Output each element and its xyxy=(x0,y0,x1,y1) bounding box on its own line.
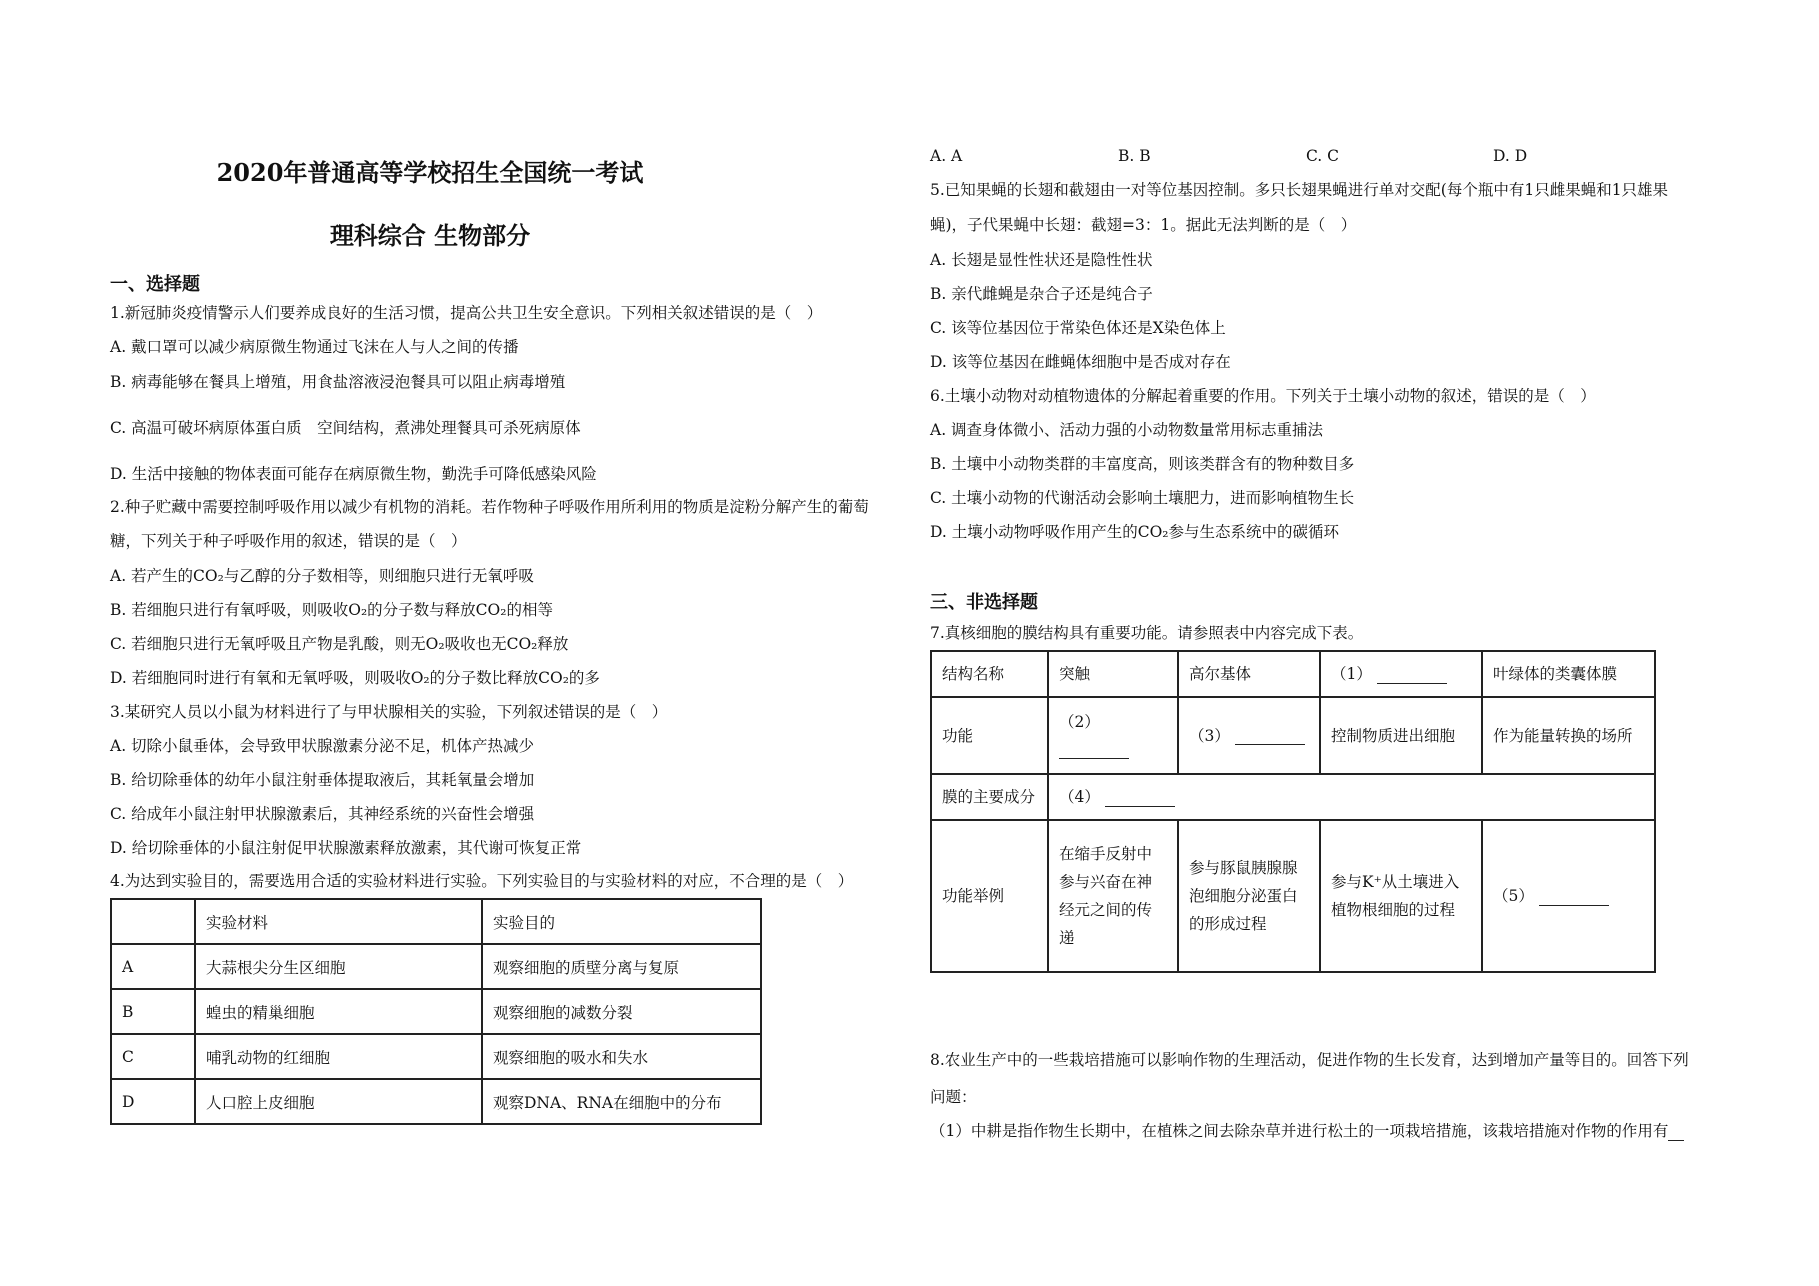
question-8-part-1 xyxy=(930,1121,1684,1141)
exam-title: 2020年普通高等学校招生全国统一考试 xyxy=(216,158,644,187)
table-cell: 观察细胞的质壁分离与复原 xyxy=(482,944,761,989)
table-cell: 功能举例 xyxy=(931,820,1048,972)
table-cell: 结构名称 xyxy=(931,651,1048,697)
answer-blank-3[interactable] xyxy=(1235,728,1305,745)
exam-subtitle: 理科综合 生物部分 xyxy=(329,221,531,250)
table-row xyxy=(931,774,1655,820)
question-8-stem-line2: 问题： xyxy=(930,1088,977,1106)
table-cell: 在缩手反射中参与兴奋在神经元之间的传递 xyxy=(1048,820,1178,972)
question-4-option-b: B. B xyxy=(1118,147,1151,165)
question-1-option-d: D. 生活中接触的物体表面可能存在病原微生物，勤洗手可降低感染风险 xyxy=(110,465,597,483)
table-cell: 观察细胞的减数分裂 xyxy=(482,989,761,1034)
answer-blank-2[interactable] xyxy=(1059,742,1129,759)
question-8-stem-line1: 8.农业生产中的一些栽培措施可以影响作物的生理活动，促进作物的生长发育，达到增加产量等目的。回答下列 xyxy=(930,1051,1689,1069)
table-cell: 高尔基体 xyxy=(1178,651,1320,697)
table-cell xyxy=(1048,697,1178,774)
question-4-option-c: C. C xyxy=(1306,147,1340,165)
table-cell xyxy=(1178,697,1320,774)
question-6-stem: 6.土壤小动物对动植物遗体的分解起着重要的作用。下列关于土壤小动物的叙述，错误的是（ ） xyxy=(930,387,1596,405)
blank-label: （4） xyxy=(1059,788,1100,806)
question-1-option-c: C. 高温可破坏病原体蛋白质 空间结构，煮沸处理餐具可杀死病原体 xyxy=(110,419,581,437)
question-8-part-1-text: （1）中耕是指作物生长期中，在植株之间去除杂草并进行松土的一项栽培措施，该栽培措施对作物的作用有 xyxy=(930,1122,1669,1140)
table-header-cell xyxy=(111,899,195,944)
blank-label: （3） xyxy=(1189,726,1230,745)
question-3-stem: 3.某研究人员以小鼠为材料进行了与甲状腺相关的实验，下列叙述错误的是（ ） xyxy=(110,703,668,721)
question-3-option-b: B. 给切除垂体的幼年小鼠注射垂体提取液后，其耗氧量会增加 xyxy=(110,771,535,789)
table-cell: C xyxy=(111,1034,195,1079)
table-cell: 哺乳动物的红细胞 xyxy=(195,1034,482,1079)
question-5-option-d: D. 该等位基因在雌蝇体细胞中是否成对存在 xyxy=(930,353,1231,371)
question-3-option-c: C. 给成年小鼠注射甲状腺激素后，其神经系统的兴奋性会增强 xyxy=(110,805,535,823)
question-2-stem-line2: 糖，下列关于种子呼吸作用的叙述，错误的是（ ） xyxy=(110,532,467,550)
question-6-option-b: B. 土壤中小动物类群的丰富度高，则该类群含有的物种数目多 xyxy=(930,455,1355,473)
table-header-cell: 实验材料 xyxy=(195,899,482,944)
table-cell: B xyxy=(111,989,195,1034)
table-cell: 参与K⁺从土壤进入植物根细胞的过程 xyxy=(1320,820,1482,972)
table-row xyxy=(111,1034,761,1079)
question-5-option-c: C. 该等位基因位于常染色体还是X染色体上 xyxy=(930,319,1226,337)
question-6-option-d: D. 土壤小动物呼吸作用产生的CO₂参与生态系统中的碳循环 xyxy=(930,523,1340,541)
table-cell: A xyxy=(111,944,195,989)
question-1-option-b: B. 病毒能够在餐具上增殖，用食盐溶液浸泡餐具可以阻止病毒增殖 xyxy=(110,373,566,391)
question-1-stem: 1.新冠肺炎疫情警示人们要养成良好的生活习惯，提高公共卫生安全意识。下列相关叙述错误的是（ ） xyxy=(110,304,823,322)
table-row xyxy=(111,1079,761,1124)
table-cell xyxy=(1482,820,1655,972)
table-cell: D xyxy=(111,1079,195,1124)
question-4-stem: 4.为达到实验目的，需要选用合适的实验材料进行实验。下列实验目的与实验材料的对应，不合理的是（ ） xyxy=(110,872,854,890)
question-2-option-b: B. 若细胞只进行有氧呼吸，则吸收O₂的分子数与释放CO₂的相等 xyxy=(110,601,553,619)
question-6-option-a: A. 调查身体微小、活动力强的小动物数量常用标志重捕法 xyxy=(930,421,1324,439)
blank-label: （2） xyxy=(1059,712,1100,731)
answer-blank-4[interactable] xyxy=(1105,790,1175,807)
table-cell: 观察细胞的吸水和失水 xyxy=(482,1034,761,1079)
blank-label: （1） xyxy=(1331,665,1372,683)
question-6-option-c: C. 土壤小动物的代谢活动会影响土壤肥力，进而影响植物生长 xyxy=(930,489,1355,507)
table-cell: 观察DNA、RNA在细胞中的分布 xyxy=(482,1079,761,1124)
table-row xyxy=(931,697,1655,774)
table-cell: 参与豚鼠胰腺腺泡细胞分泌蛋白的形成过程 xyxy=(1178,820,1320,972)
answer-blank-1[interactable] xyxy=(1377,667,1447,684)
section-heading-choice: 一、选择题 xyxy=(110,274,200,295)
table-cell xyxy=(1320,651,1482,697)
answer-blank-5[interactable] xyxy=(1539,889,1609,906)
answer-blank-8-1[interactable] xyxy=(1668,1124,1684,1141)
question-4-option-a: A. A xyxy=(930,147,963,165)
table-cell: 作为能量转换的场所 xyxy=(1482,697,1655,774)
question-1-option-a: A. 戴口罩可以减少病原微生物通过飞沫在人与人之间的传播 xyxy=(110,338,519,356)
table-cell: 控制物质进出细胞 xyxy=(1320,697,1482,774)
table-row xyxy=(931,820,1655,972)
table-cell xyxy=(1048,774,1655,820)
table-cell: 人口腔上皮细胞 xyxy=(195,1079,482,1124)
table-row xyxy=(931,651,1655,697)
table-row xyxy=(111,944,761,989)
question-2-option-d: D. 若细胞同时进行有氧和无氧呼吸，则吸收O₂的分子数比释放CO₂的多 xyxy=(110,669,600,687)
blank-label: （5） xyxy=(1493,887,1534,905)
question-4-option-d: D. D xyxy=(1493,147,1528,165)
question-2-option-c: C. 若细胞只进行无氧呼吸且产物是乳酸，则无O₂吸收也无CO₂释放 xyxy=(110,635,569,653)
table-row xyxy=(111,989,761,1034)
table-header-cell: 实验目的 xyxy=(482,899,761,944)
question-3-option-d: D. 给切除垂体的小鼠注射促甲状腺激素释放激素，其代谢可恢复正常 xyxy=(110,839,582,857)
question-5-stem-line1: 5.已知果蝇的长翅和截翅由一对等位基因控制。多只长翅果蝇进行单对交配(每个瓶中有1只雌果蝇和1只雄果 xyxy=(930,181,1669,199)
table-header-row xyxy=(111,899,761,944)
table-cell: 突触 xyxy=(1048,651,1178,697)
question-7-stem: 7.真核细胞的膜结构具有重要功能。请参照表中内容完成下表。 xyxy=(930,624,1364,642)
table-cell: 大蒜根尖分生区细胞 xyxy=(195,944,482,989)
table-cell: 叶绿体的类囊体膜 xyxy=(1482,651,1655,697)
table-cell: 功能 xyxy=(931,697,1048,774)
question-2-stem-line1: 2.种子贮藏中需要控制呼吸作用以减少有机物的消耗。若作物种子呼吸作用所利用的物质是淀粉分解产生的葡萄 xyxy=(110,498,869,516)
table-cell: 蝗虫的精巢细胞 xyxy=(195,989,482,1034)
table-cell: 膜的主要成分 xyxy=(931,774,1048,820)
experiment-table xyxy=(110,898,762,1125)
question-5-stem-line2: 蝇)，子代果蝇中长翅：截翅=3：1。据此无法判断的是（ ） xyxy=(930,216,1357,234)
question-5-option-a: A. 长翅是显性性状还是隐性性状 xyxy=(930,251,1153,269)
section-heading-non-choice: 三、非选择题 xyxy=(930,592,1038,613)
question-5-option-b: B. 亲代雌蝇是杂合子还是纯合子 xyxy=(930,285,1153,303)
question-3-option-a: A. 切除小鼠垂体，会导致甲状腺激素分泌不足，机体产热减少 xyxy=(110,737,535,755)
question-2-option-a: A. 若产生的CO₂与乙醇的分子数相等，则细胞只进行无氧呼吸 xyxy=(110,567,534,585)
membrane-table xyxy=(930,650,1656,973)
